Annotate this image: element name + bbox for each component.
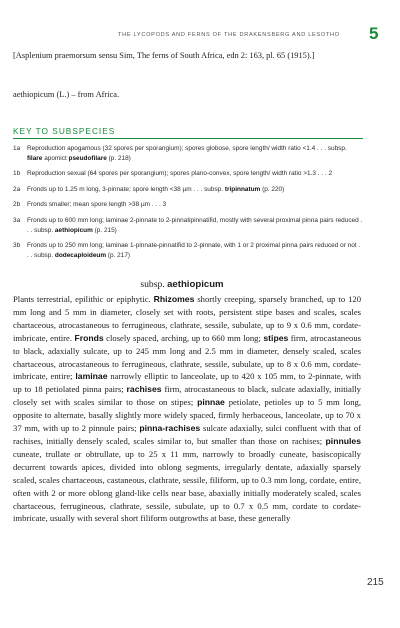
- key-text: Reproduction apogamous (32 spores per sporangium); spores globose, spore length/ width ratio <1.4 . . . subsp. filare apomict pseudofilare (p. 218): [27, 145, 347, 162]
- key-entry-3b: [13, 241, 363, 260]
- key-text: Reproduction sexual (64 spores per sporangium); spores plano-convex, spore length/ width ratio >1.3 . . . 2: [27, 170, 333, 178]
- key-code: 2a: [13, 185, 21, 193]
- term-fronds: Fronds: [74, 332, 104, 343]
- key-code: 3a: [13, 216, 21, 224]
- key-taxon: aethiopicum: [54, 226, 93, 234]
- key-entry-2a: [13, 185, 363, 195]
- key-list: [13, 144, 363, 266]
- key-divider: [13, 138, 363, 139]
- key-heading: KEY TO SUBSPECIES: [13, 126, 116, 136]
- page-number: 215: [367, 577, 384, 588]
- etymology-line: aethiopicum (L.) – from Africa.: [13, 90, 120, 99]
- key-entry-3a: [13, 216, 363, 235]
- key-text: Fronds up to 1.25 m long, 3-pinnate; spore length <38 µm . . . subsp. tripinnatum (p. 220): [27, 185, 285, 193]
- term-laminae: laminae: [75, 371, 108, 382]
- key-taxon: dodecaploideum: [54, 251, 107, 259]
- term-rachises: rachises: [126, 384, 162, 395]
- term-pinnae: pinnae: [197, 397, 225, 408]
- key-code: 2b: [13, 201, 21, 209]
- synonymy-citation: [Asplenium praemorsum sensu Sim, The ferns of South Africa, edn 2: 163, pl. 65 (1915).]: [13, 51, 315, 60]
- term-pinnules: pinnules: [325, 435, 361, 446]
- key-code: 1b: [13, 170, 21, 178]
- term-pinna-rachises: pinna-rachises: [139, 423, 201, 434]
- key-code: 1a: [13, 145, 21, 152]
- subspecies-title: subsp. aethiopicum: [140, 279, 224, 290]
- key-taxon: tripinnatum: [224, 185, 261, 193]
- key-text: Fronds up to 600 mm long; laminae 2-pinnate to 2-pinnatipinnatifid, mostly with several proximal pinna pairs reduced . . . subsp. aethiopicum (p. 215): [27, 216, 363, 234]
- key-taxon: filare: [27, 154, 43, 162]
- key-entry-2b: [13, 200, 363, 210]
- key-text: Fronds smaller; mean spore length >38 µm . . . 3: [27, 201, 167, 209]
- key-code: 3b: [13, 242, 21, 250]
- term-rhizomes: Rhizomes: [153, 294, 195, 304]
- key-entry-1a: [13, 144, 363, 163]
- key-entry-1b: [13, 169, 363, 179]
- key-text: Fronds up to 250 mm long; laminae 1-pinnate-pinnatifid to 2-pinnate, with 1 or 2 proximal pinna pairs reduced or not . . . subsp. dodecaploideum (p. 217): [27, 242, 361, 259]
- chapter-number: 5: [369, 24, 379, 43]
- term-stipes: stipes: [263, 332, 289, 343]
- running-head: THE LYCOPODS AND FERNS OF THE DRAKENSBERG AND LESOTHO: [118, 32, 340, 38]
- key-taxon: pseudofilare: [68, 154, 107, 162]
- description-body: Plants terrestrial, epilithic or epiphytic. Rhizomes shortly creeping, sparsely branched, up to 120 mm long and 5 mm in diameter, closely set with roots, persistent stipe bases and scales, scales chartaceous, atrocastaneous to ferrugineous, clathrate, sessile, subulate, up to 9 x 0.6 mm, cordate-imbricate, entire. Fronds closely spaced, arching, up to 660 mm long; stipes firm, atrocastaneous to black, adaxially sulcate, up to 245 mm long and 2.5 mm in diameter, densely scaled, scales chartaceous, atrocastaneous to ferrugineous, clathrate, sessile, subulate, up to 8 x 0.6 mm, cordate-imbricate, entire; laminae narrowly elliptic to lanceolate, up to 420 x 105 mm, to 2-pinnate, with up to 18 petiolated pinna pairs; rachises firm, atrocastaneous to black, sulcate adaxially, initially closely set with scales similar to those on stipes; pinnae petiolate, petioles up to 5 mm long, opposite to alternate, basally slightly more widely spaced, firmly herbaceous, lanceolate, up to 70 x 37 mm, with up to 2 pinnule pairs; pinna-rachises sulcate adaxially, sulci confluent with that of rachises, initially densely scaled, scales similar to, but smaller than those on rachises; pinnules cuneate, trullate or obtrullate, up to 25 x 11 mm, narrowly to broadly cuneate, basiscopically decurrent towards apices, divided into oblong segments, irregularly dentate, adaxially sparsely scaled, scales chartaceous, castaneous, clathrate, sessile, filiform, up to 0.3 mm long, cordate, entire, often with 2 or more oblong gland-like cells near base, abaxially initially moderately scaled, scales chartaceous, ferrugineous, clathrate, sessile, subulate, up to 0.7 x 0.5 mm, cordate to cordate-imbricate, usually with several short filiform outgrowths at base, these generally: [13, 294, 362, 524]
